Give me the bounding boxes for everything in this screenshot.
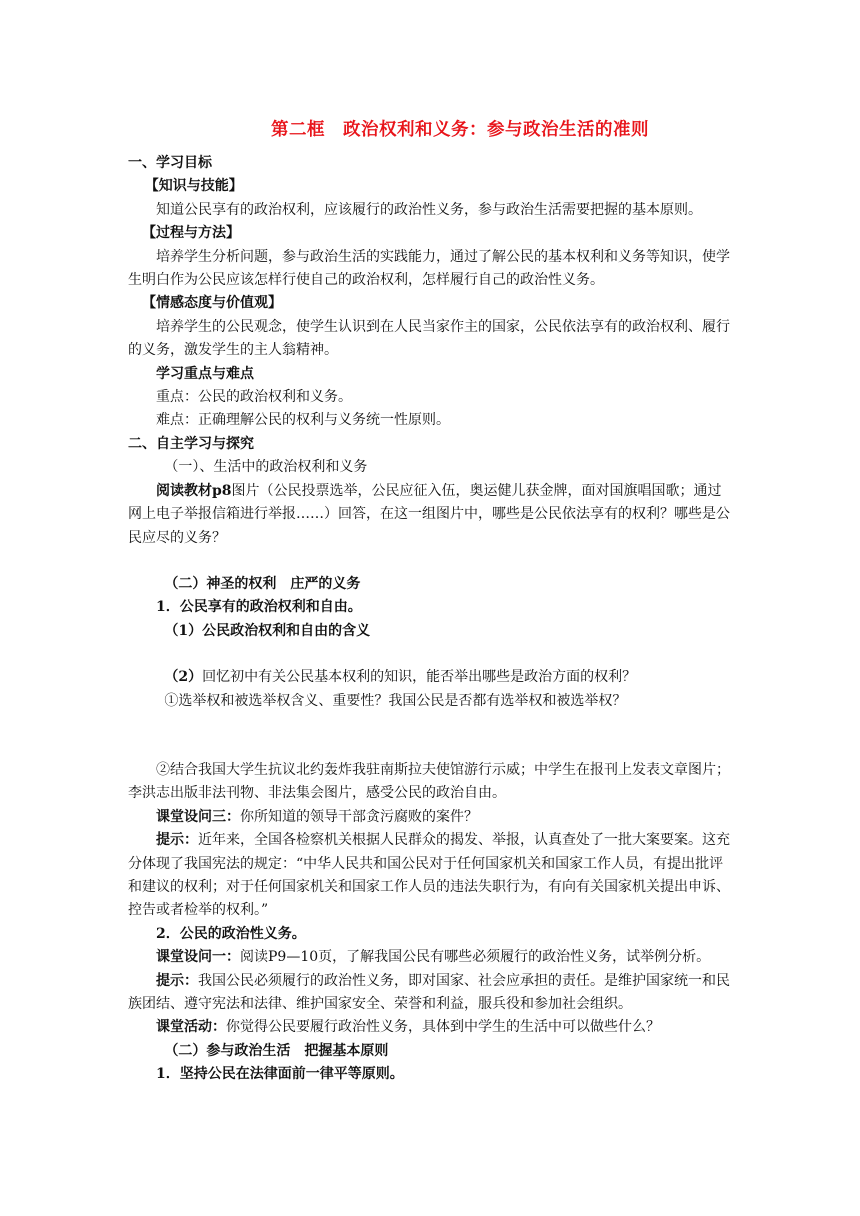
question-1: ①选举权和被选举权含义、重要性？我国公民是否都有选举权和被选举权？ [164,692,627,709]
process-method-text: 培养学生分析问题，参与政治生活的实践能力，通过了解公民的基本权利和义务等知识，使学生明白作为公民应该怎样行使自己的政治权利，怎样履行自己的政治性义务。 [128,248,730,289]
class-question-1-text: 阅读P9—10页，了解我国公民有哪些必须履行的政治性义务，试举例分析。 [240,949,711,966]
class-question-3-label: 课堂设问三： [156,808,240,825]
reading-text: 图片（公民投票选举，公民应征入伍，奥运健儿获金牌，面对国旗唱国歌；通过网上电子举报信箱进行举报……）回答，在这一组图片中，哪些是公民依法享有的权利？哪些是公民应尽的义务？ [128,482,730,546]
hint-2 [128,970,733,1017]
item-1-1-heading: （1）公民政治权利和自由的含义 [164,622,371,639]
subsection-3-heading: （二）参与政治生活 把握基本原则 [164,1042,389,1059]
knowledge-skills-text: 知道公民享有的政治权利，应该履行的政治性义务，参与政治生活需要把握的基本原则。 [156,201,702,218]
hint-1 [128,829,733,923]
subsection-2-heading: （二）神圣的权利 庄严的义务 [164,575,361,592]
class-activity-text: 你觉得公民要履行政治性义务，具体到中学生的生活中可以做些什么？ [226,1019,660,1036]
class-question-1 [128,946,733,969]
item-2-heading: 2．公民的政治性义务。 [156,925,306,942]
emotion-attitude-text: 培养学生的公民观念，使学生认识到在人民当家作主的国家，公民依法享有的政治权利、履行的义务，激发学生的主人翁精神。 [128,318,730,359]
item-1-heading: 1．公民享有的政治权利和自由。 [156,599,362,616]
question-2: ②结合我国大学生抗议北约轰炸我驻南斯拉夫使馆游行示威；中学生在报刊上发表文章图片；李洪志出版非法刊物、非法集会图片，感受公民的政治自由。 [128,761,730,802]
emotion-attitude-label: 【情感态度与价值观】 [142,295,282,312]
class-activity [128,1016,733,1039]
difficult-point-text: 难点：正确理解公民的权利与义务统一性原则。 [156,412,450,429]
subsection-1-heading: （一）、生活中的政治权利和义务 [164,459,368,476]
process-method-label: 【过程与方法】 [142,225,240,242]
class-question-3-text: 你所知道的领导干部贪污腐败的案件？ [240,808,478,825]
hint-1-label: 提示： [156,832,198,849]
reading-label: 阅读教材p8 [156,482,232,499]
key-point-text: 重点：公民的政治权利和义务。 [156,389,352,406]
item-1-2-label: （2） [164,669,203,686]
class-question-3 [128,806,733,829]
page-title: 第二框 政治权利和义务：参与政治生活的准则 [271,120,649,140]
item-1-2-paragraph [128,666,733,689]
document-body [128,152,733,1087]
item-1-2-text: 回忆初中有关公民基本权利的知识，能否举出哪些是政治方面的权利？ [202,669,637,686]
item-3-heading: 1．坚持公民在法律面前一律平等原则。 [156,1066,404,1083]
section-heading-1: 一、学习目标 [128,155,212,171]
knowledge-skills-label: 【知识与技能】 [144,178,243,195]
hint-2-text: 我国公民必须履行的政治性义务，即对国家、社会应承担的责任。是维护国家统一和民族团结、遵守宪法和法律、维护国家安全、荣誉和利益，服兵役和参加社会组织。 [128,972,730,1012]
hint-2-label: 提示： [156,972,198,989]
hint-1-text: 近年来，全国各检察机关根据人民群众的揭发、举报，认真查处了一批大案要案。这充分体现了我国宪法的规定：“中华人民共和国公民对于任何国家机关和国家工作人员，有提出批评和建议的权利；对于任何国家机关和国家工作人员的违法失职行为，有向有关国家机关提出申诉、控告或者检举的权利。” [128,832,730,919]
reading-paragraph [128,480,733,550]
class-activity-label: 课堂活动： [156,1019,226,1036]
class-question-1-label: 课堂设问一： [156,949,240,966]
key-points-label: 学习重点与难点 [156,365,254,382]
section-heading-2: 二、自主学习与探究 [128,435,254,452]
